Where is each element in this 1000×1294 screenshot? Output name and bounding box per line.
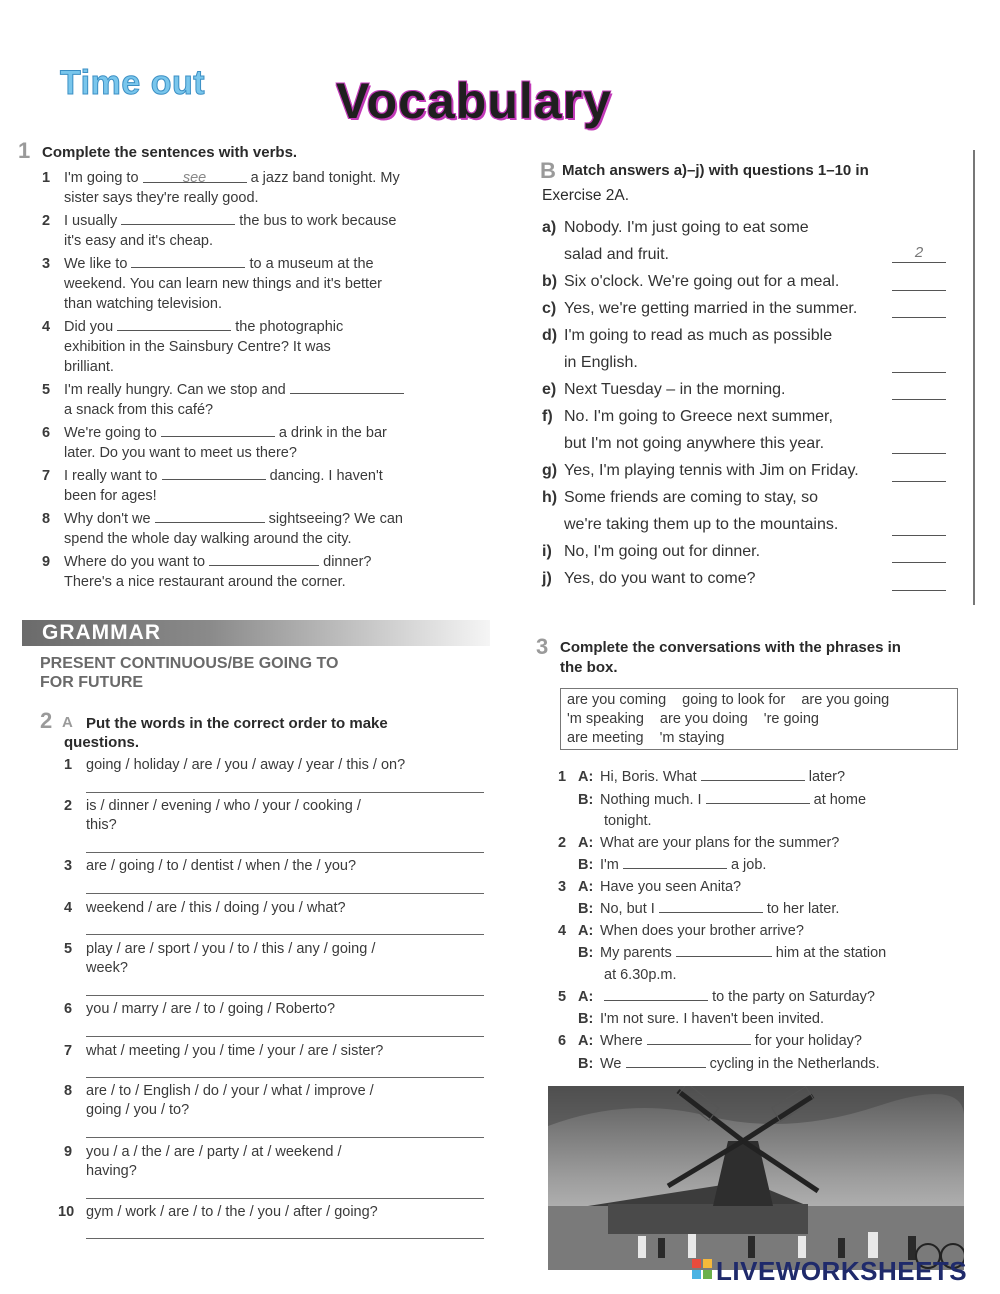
question-1: 1 going / holiday / are / you / away / year / this / on? (64, 757, 406, 773)
answer-line-q3[interactable] (86, 893, 484, 894)
ex1-item-9: 9 Where do you want to dinner? There's a nice restaurant around the corner. (42, 551, 502, 592)
match-answer-a[interactable]: 2 (914, 244, 924, 261)
answer-line-c[interactable] (892, 317, 946, 318)
answer-line-q1[interactable] (86, 792, 484, 793)
answer-blank[interactable] (659, 898, 763, 913)
conversations (558, 766, 958, 1075)
match-item-d: d) I'm going to read as much as possible in English. (542, 327, 833, 371)
exercise-b-heading: Match answers a)–j) with questions 1–10 in (562, 162, 869, 179)
match-item-g: g) Yes, I'm playing tennis with Jim on Friday. (542, 462, 859, 479)
answer-blank[interactable] (121, 210, 235, 225)
exercise-3-number: 3 (536, 634, 549, 659)
ex1-item-2: 2 I usually the bus to work because it's easy and it's cheap. (42, 210, 502, 251)
answer-blank[interactable] (623, 854, 727, 869)
exercise-b-letter: B (540, 158, 556, 183)
answer-line-f[interactable] (892, 453, 946, 454)
answer-blank[interactable] (626, 1053, 706, 1068)
exercise-2-heading-cont: questions. (64, 734, 140, 751)
question-3: 3 are / going / to / dentist / when / the / you? (64, 858, 357, 874)
match-item-c: c) Yes, we're getting married in the summer. (542, 300, 858, 317)
phrase: are you doing (659, 711, 748, 727)
phrase: 'm speaking (567, 711, 644, 727)
answer-blank[interactable] (131, 253, 245, 268)
match-list (542, 214, 892, 592)
phrase-box (560, 688, 958, 750)
question-8: 8 are / to / English / do / your / what / improve / going / you / to? (64, 1083, 374, 1118)
answer-blank[interactable]: see (143, 168, 247, 183)
exercise-1-heading: Complete the sentences with verbs. (42, 144, 298, 161)
column-divider (973, 150, 975, 605)
question-7: 7 what / meeting / you / time / your / are / sister? (64, 1043, 384, 1059)
answer-line-i[interactable] (892, 562, 946, 563)
exercise-2-heading: Put the words in the correct order to make (86, 715, 388, 732)
liveworksheets-brand: LIVEWORKSHEETS (716, 1256, 968, 1286)
windmill-photo (548, 1086, 964, 1270)
answer-blank[interactable] (604, 986, 708, 1001)
question-4: 4 weekend / are / this / doing / you / what? (64, 900, 346, 916)
liveworksheets-logo-icon (692, 1259, 712, 1279)
exercise-1-list (42, 168, 502, 592)
answer-blank[interactable] (290, 379, 404, 394)
match-item-i: i) No, I'm going out for dinner. (542, 543, 761, 560)
ex1-item-8: 8 Why don't we sightseeing? We can spend the whole day walking around the city. (42, 508, 502, 549)
conversation-6: 6 A: Where for your holiday? B: We cycling in the Netherlands. (558, 1030, 958, 1075)
grammar-banner (22, 620, 490, 646)
answer-line-q10[interactable] (86, 1238, 484, 1239)
question-2: 2 is / dinner / evening / who / your / cooking / this? (64, 798, 361, 833)
answer-line-q7[interactable] (86, 1077, 484, 1078)
match-item-b: b) Six o'clock. We're going out for a meal. (542, 273, 840, 290)
ex1-item-5: 5 I'm really hungry. Can we stop and a snack from this café? (42, 379, 502, 420)
answer-blank[interactable] (161, 422, 275, 437)
match-item-e: e) Next Tuesday – in the morning. (542, 381, 786, 398)
ex1-item-3: 3 We like to to a museum at the weekend. You can learn new things and it's better than watching television. (42, 253, 502, 314)
phrase: are you going (801, 692, 890, 708)
match-item-j: j) Yes, do you want to come? (542, 570, 756, 587)
vocabulary-title: Vocabulary (336, 73, 612, 129)
ex1-item-4: 4 Did you the photographic exhibition in the Sainsbury Centre? It was brilliant. (42, 316, 502, 377)
ex1-item-1: 1 I'm going to see a jazz band tonight. My sister says they're really good. (42, 170, 400, 206)
answer-line-g[interactable] (892, 481, 946, 482)
conversation-5: 5 A: to the party on Saturday? B: I'm not sure. I haven't been invited. (558, 986, 958, 1030)
exercise-2-number: 2 (40, 708, 53, 733)
question-10: 10 gym / work / are / to / the / you / after / going? (58, 1204, 378, 1220)
exercise-3-heading-cont: the box. (560, 659, 618, 676)
grammar-subheading: PRESENT CONTINUOUS/BE GOING TO FOR FUTURE (40, 655, 339, 691)
phrase: are you coming (567, 692, 667, 708)
windmill-icon (548, 1086, 964, 1270)
ex1-item-6: 6 We're going to a drink in the bar later. Do you want to meet us there? (42, 422, 502, 463)
conversation-2: 2 A: What are your plans for the summer? B: I'm a job. (558, 834, 840, 873)
ex1-item-7: 7 I really want to dancing. I haven't been for ages! (42, 465, 502, 506)
time-out-title: Time out (60, 64, 206, 102)
answer-line-j[interactable] (892, 590, 946, 591)
answer-blank[interactable] (706, 789, 810, 804)
exercise-2-letter: A (62, 714, 73, 731)
answer-blank[interactable] (162, 465, 266, 480)
answer-line-q6[interactable] (86, 1036, 484, 1037)
match-item-a: a) Nobody. I'm just going to eat some salad and fruit. (542, 219, 809, 263)
answer-line-d[interactable] (892, 372, 946, 373)
conversation-1: 1 A: Hi, Boris. What later? B: Nothing much. I at home tonight. (558, 766, 958, 833)
answer-line-h[interactable] (892, 535, 946, 536)
answer-line-q4[interactable] (86, 934, 484, 935)
answer-line-a[interactable] (892, 262, 946, 263)
answer-blank[interactable] (701, 766, 805, 781)
question-5: 5 play / are / sport / you / to / this / any / going / week? (64, 941, 376, 976)
answer-blank[interactable] (155, 508, 265, 523)
exercise-3-heading: Complete the conversations with the phrases in (560, 639, 901, 656)
answer-blank[interactable] (209, 551, 319, 566)
exercise-1-number: 1 (18, 138, 31, 163)
answer-blank[interactable] (676, 942, 772, 957)
answer-blank[interactable] (117, 316, 231, 331)
answer-blank[interactable] (647, 1030, 751, 1045)
phrase: going to look for (682, 692, 786, 708)
question-6: 6 you / marry / are / to / going / Roberto? (64, 1001, 336, 1017)
answer-line-e[interactable] (892, 399, 946, 400)
grammar-banner-label: GRAMMAR (42, 621, 161, 644)
match-item-h: h) Some friends are coming to stay, so we're taking them up to the mountains. (542, 489, 839, 533)
question-9: 9 you / a / the / are / party / at / weekend / having? (64, 1144, 342, 1179)
phrase: 're going (763, 711, 819, 727)
answer-line-q8[interactable] (86, 1137, 484, 1138)
conversation-4: 4 A: When does your brother arrive? B: My parents him at the station at 6.30p.m. (558, 922, 887, 983)
answer-line-b[interactable] (892, 290, 946, 291)
phrase: are meeting (567, 730, 644, 746)
answer-line-q5[interactable] (86, 995, 484, 996)
conversation-3: 3 A: Have you seen Anita? B: No, but I to her later. (558, 878, 840, 917)
phrase: 'm staying (659, 730, 725, 746)
answer-line-q9[interactable] (86, 1198, 484, 1199)
match-item-f: f) No. I'm going to Greece next summer, but I'm not going anywhere this year. (542, 408, 833, 452)
answer-line-q2[interactable] (86, 852, 484, 853)
exercise-b-heading-ref: Exercise 2A. (542, 187, 630, 204)
